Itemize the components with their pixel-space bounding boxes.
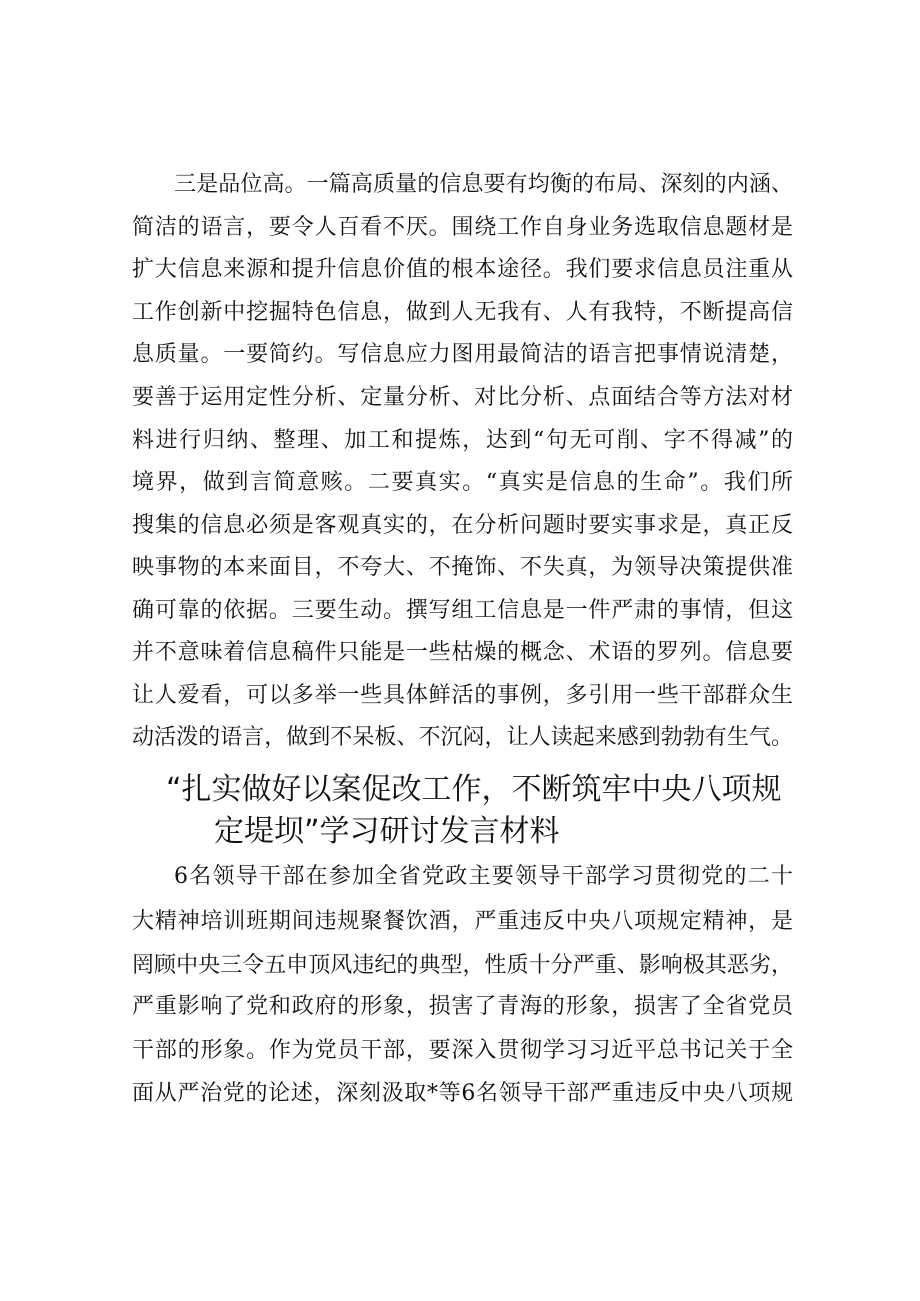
title-line: “扎实做好以案促改工作，不断筑牢中央八项规: [166, 772, 782, 807]
text-line: 工作创新中挖掘特色信息，做到人无我有、人有我特，不断提高信: [132, 300, 793, 325]
text-line: 让人爱看，可以多举一些具体鲜活的事例，多引用一些干部群众生: [132, 683, 793, 708]
text-line: 三是品位高。一篇高质量的信息要有均衡的布局、深刻的内涵、: [174, 172, 793, 197]
text-line: 严重影响了党和政府的形象，损害了青海的形象，损害了全省党员: [132, 994, 793, 1019]
title-line: 定堤坝”学习研讨发言材料: [214, 814, 560, 849]
text-line: 罔顾中央三令五申顶风违纪的典型，性质十分严重、影响极其恶劣，: [132, 953, 793, 978]
text-line: 料进行归纳、整理、加工和提炼，达到“句无可削、字不得减”的: [132, 428, 793, 453]
text-line: 境界，做到言简意赅。二要真实。“真实是信息的生命”。我们所: [132, 470, 793, 495]
text-line: 息质量。一要简约。写信息应力图用最简洁的语言把事情说清楚，: [132, 342, 793, 367]
text-line: 要善于运用定性分析、定量分析、对比分析、点面结合等方法对材: [132, 385, 793, 410]
text-line: 扩大信息来源和提升信息价值的根本途径。我们要求信息员注重从: [132, 257, 793, 282]
text-line: 6名领导干部在参加全省党政主要领导干部学习贯彻党的二十: [174, 864, 793, 889]
text-line: 大精神培训班期间违规聚餐饮酒，严重违反中央八项规定精神，是: [132, 909, 793, 934]
text-line: 并不意味着信息稿件只能是一些枯燥的概念、术语的罗列。信息要: [132, 640, 793, 665]
text-line: 简洁的语言，要令人百看不厌。围绕工作自身业务选取信息题材是: [132, 215, 793, 240]
text-line: 确可靠的依据。三要生动。撰写组工信息是一件严肃的事情，但这: [132, 598, 793, 623]
text-line: 面从严治党的论述，深刻汲取*等6名领导干部严重违反中央八项规: [132, 1081, 793, 1106]
text-line: 映事物的本来面目，不夸大、不掩饰、不失真，为领导决策提供准: [132, 555, 793, 580]
text-line: 搜集的信息必须是客观真实的，在分析问题时要实事求是，真正反: [132, 513, 793, 538]
text-line: 干部的形象。作为党员干部，要深入贯彻学习习近平总书记关于全: [132, 1038, 793, 1063]
text-line: 动活泼的语言，做到不呆板、不沉闷，让人读起来感到勃勃有生气。: [132, 725, 793, 750]
